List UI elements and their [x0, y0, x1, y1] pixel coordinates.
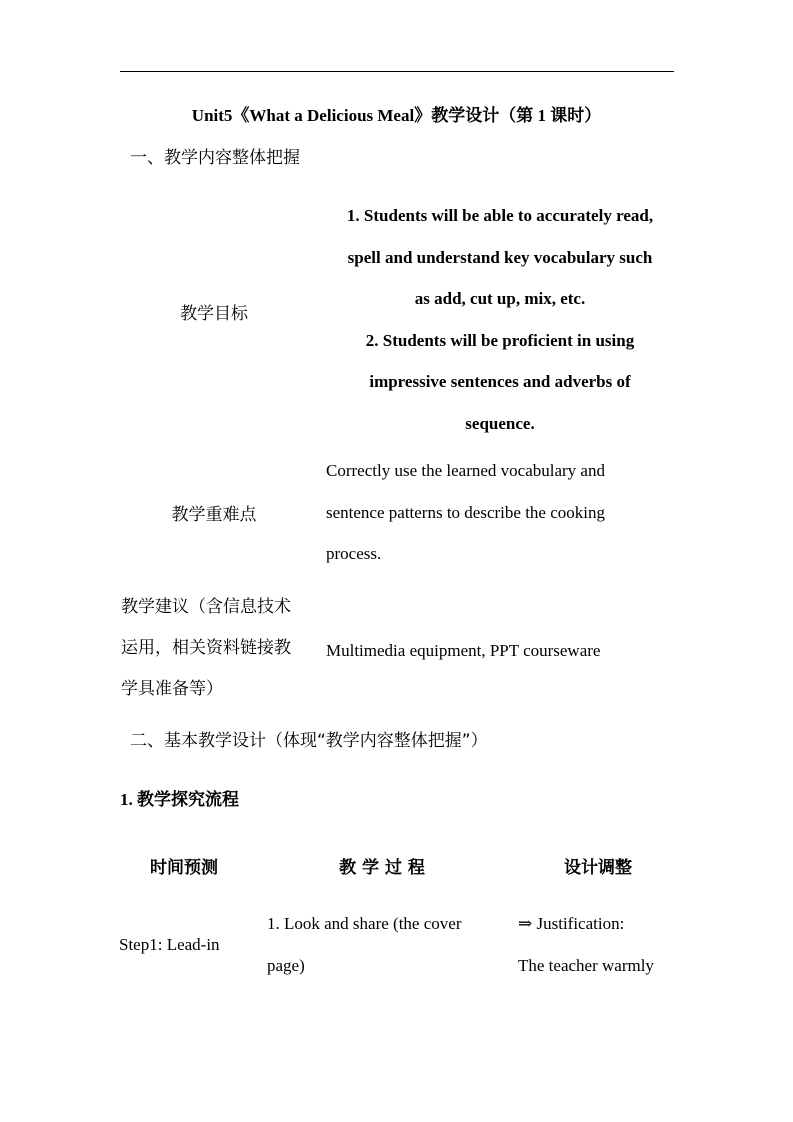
- process-line: page): [267, 955, 305, 975]
- key-points-line: process.: [326, 544, 382, 563]
- table-header-time: 时间预测: [150, 858, 218, 878]
- goals-line: as add, cut up, mix, etc.: [414, 289, 586, 308]
- goals-line: spell and understand key vocabulary such: [347, 247, 653, 267]
- table-cell-time: Step1: Lead-in: [119, 935, 220, 954]
- adjust-line: The teacher warmly: [518, 955, 654, 975]
- suggestion-label-line: 运用，相关资料链接教: [121, 638, 291, 658]
- suggestion-value: Multimedia equipment, PPT courseware: [326, 641, 601, 660]
- process-line: 1. Look and share (the cover: [267, 914, 462, 933]
- adjust-line: ⇒ Justification:: [518, 914, 625, 933]
- key-points-label: 教学重难点: [171, 505, 257, 525]
- key-points-line: Correctly use the learned vocabulary and: [326, 461, 605, 480]
- goals-line: 2. Students will be proficient in using: [365, 330, 635, 350]
- goals-line: sequence.: [465, 413, 535, 433]
- section-heading-2: 二、基本教学设计（体现“教学内容整体把握”）: [130, 731, 488, 751]
- goals-label: 教学目标: [180, 304, 248, 324]
- goals-line: impressive sentences and adverbs of: [369, 372, 631, 391]
- header-rule: [120, 71, 674, 72]
- table-cell-adjust: [518, 903, 654, 986]
- suggestion-label-line: 教学建议（含信息技术: [121, 597, 291, 617]
- suggestion-label: [121, 587, 291, 710]
- section-heading-1: 一、教学内容整体把握: [130, 148, 300, 168]
- table-header-adjust: 设计调整: [564, 858, 632, 878]
- key-points-line: sentence patterns to describe the cooking: [326, 502, 605, 522]
- subsection-heading: 1. 教学探究流程: [120, 790, 239, 809]
- table-cell-process: [267, 903, 461, 986]
- goals-text: [326, 195, 674, 444]
- goals-line: 1. Students will be able to accurately read,: [346, 206, 654, 225]
- document-title: Unit5《What a Delicious Meal》教学设计（第 1 课时）: [191, 106, 602, 125]
- suggestion-label-line: 学具准备等）: [121, 679, 223, 699]
- table-header-process: 教 学 过 程: [339, 858, 425, 878]
- key-points-text: [326, 450, 605, 575]
